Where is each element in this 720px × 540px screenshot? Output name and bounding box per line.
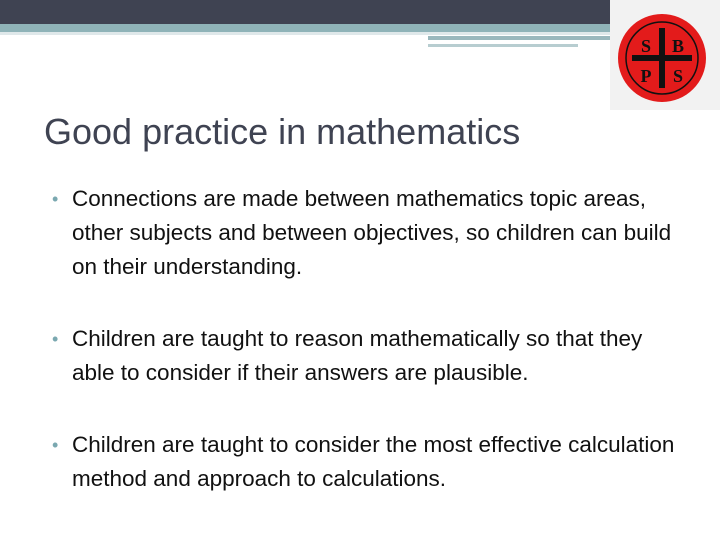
- header-accent-line: [428, 36, 610, 40]
- logo-letter: B: [671, 36, 685, 56]
- bullet-item: [52, 182, 682, 284]
- bullet-list: [52, 182, 682, 534]
- logo-letter: S: [640, 36, 652, 56]
- logo-letter: S: [672, 66, 684, 86]
- bullet-text: Children are taught to reason mathematically so that they able to consider if their answers are plausible.: [72, 326, 643, 385]
- bullet-icon: •: [52, 189, 59, 209]
- bullet-text: Connections are made between mathematics topic areas, other subjects and between objectives, so children can build on their understanding.: [72, 186, 672, 279]
- header-bar-light: [0, 32, 610, 35]
- school-logo: [616, 12, 708, 104]
- header-accent-line: [428, 44, 578, 47]
- header-bar-dark: [0, 0, 610, 24]
- bullet-item: [52, 322, 682, 390]
- bullet-icon: •: [52, 435, 59, 455]
- bullet-icon: •: [52, 329, 59, 349]
- slide-title: Good practice in mathematics: [44, 111, 521, 152]
- bullet-item: [52, 428, 682, 496]
- header-bar-teal: [0, 24, 610, 32]
- bullet-text: Children are taught to consider the most effective calculation method and approach to calculations.: [72, 432, 675, 491]
- logo-letter: P: [640, 66, 652, 86]
